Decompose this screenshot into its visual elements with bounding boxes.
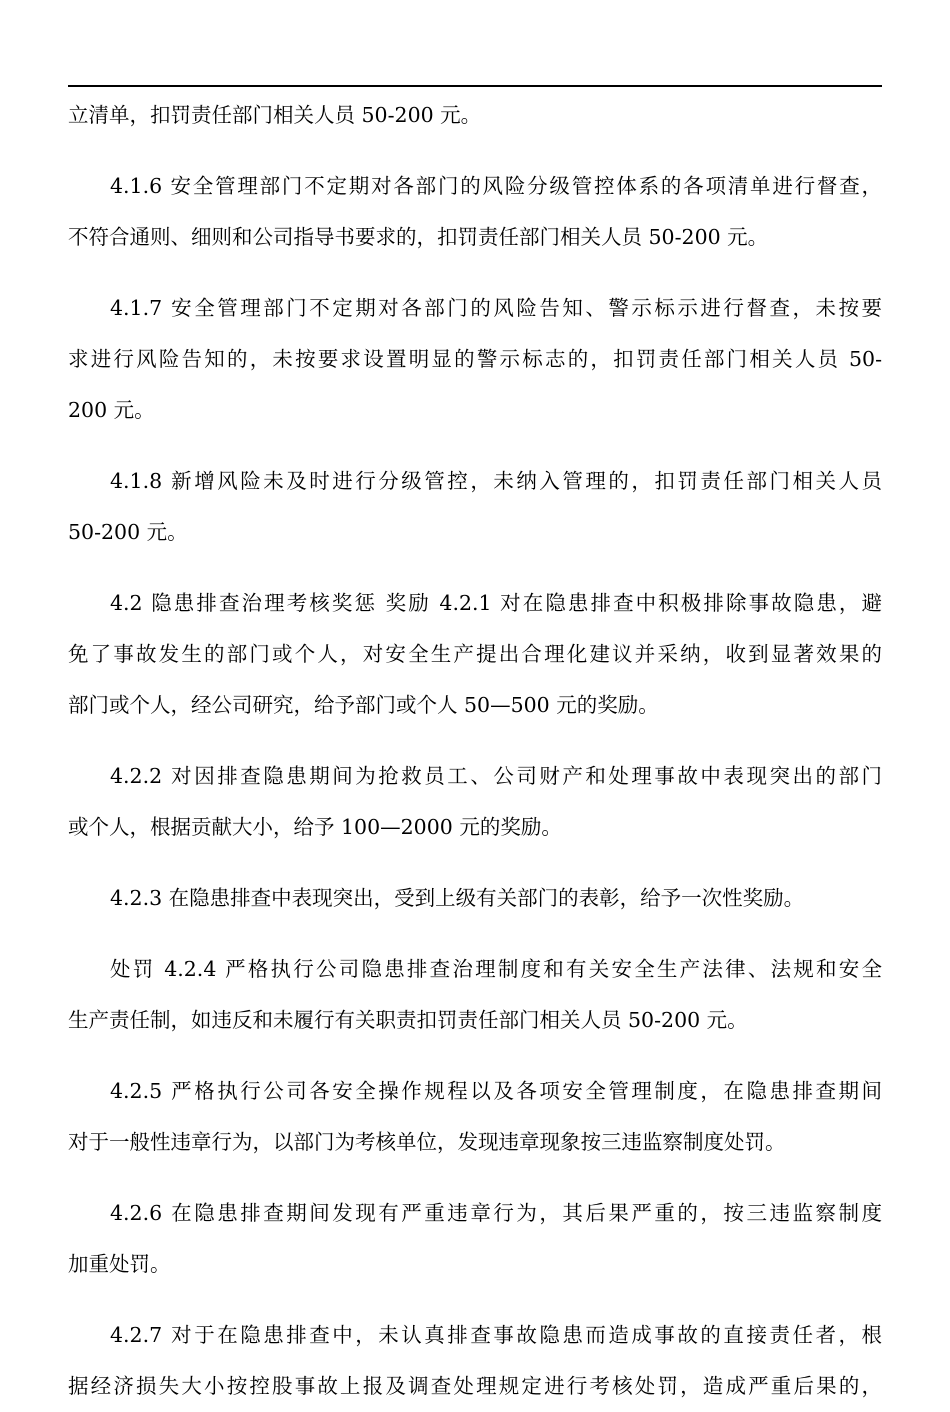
text-line: 处罚 4.2.4 严格执行公司隐患排查治理制度和有关安全生产法律、法规和安全 xyxy=(110,957,882,981)
text-line: 或个人，根据贡献大小，给予 100—2000 元的奖励。 xyxy=(68,815,562,839)
text-line: 4.2 隐患排查治理考核奖惩 奖励 4.2.1 对在隐患排查中积极排除事故隐患，避 xyxy=(110,591,882,615)
text-line: 50-200 元。 xyxy=(68,520,188,544)
text-line: 200 元。 xyxy=(68,398,155,422)
text-line: 加重处罚。 xyxy=(68,1252,171,1276)
text-line: 对于一般性违章行为，以部门为考核单位，发现违章现象按三违监察制度处罚。 xyxy=(68,1130,786,1154)
text-line: 4.2.3 在隐患排查中表现突出，受到上级有关部门的表彰，给予一次性奖励。 xyxy=(110,886,805,910)
text-line: 不符合通则、细则和公司指导书要求的，扣罚责任部门相关人员 50-200 元。 xyxy=(68,225,769,249)
text-line: 生产责任制，如违反和未履行有关职责扣罚责任部门相关人员 50-200 元。 xyxy=(68,1008,748,1032)
header-rule xyxy=(68,85,882,87)
text-line: 立清单，扣罚责任部门相关人员 50-200 元。 xyxy=(68,103,482,127)
text-line: 求进行风险告知的，未按要求设置明显的警示标志的，扣罚责任部门相关人员 50- xyxy=(68,347,882,371)
text-line: 4.2.5 严格执行公司各安全操作规程以及各项安全管理制度，在隐患排查期间 xyxy=(110,1079,882,1103)
text-line: 免了事故发生的部门或个人，对安全生产提出合理化建议并采纳，收到显著效果的 xyxy=(68,642,882,666)
text-line: 4.1.7 安全管理部门不定期对各部门的风险告知、警示标示进行督查，未按要 xyxy=(110,296,882,320)
text-line: 4.2.2 对因排查隐患期间为抢救员工、公司财产和处理事故中表现突出的部门 xyxy=(110,764,882,788)
text-line: 4.2.7 对于在隐患排查中，未认真排查事故隐患而造成事故的直接责任者，根 xyxy=(110,1323,882,1347)
text-line: 部门或个人，经公司研究，给予部门或个人 50—500 元的奖励。 xyxy=(68,693,659,717)
text-line: 4.1.8 新增风险未及时进行分级管控，未纳入管理的，扣罚责任部门相关人员 xyxy=(110,469,882,493)
text-line: 4.1.6 安全管理部门不定期对各部门的风险分级管控体系的各项清单进行督查， xyxy=(110,174,882,198)
text-line: 据经济损失大小按控股事故上报及调查处理规定进行考核处罚，造成严重后果的， xyxy=(68,1374,882,1398)
document-body xyxy=(68,90,882,1412)
text-line: 4.2.6 在隐患排查期间发现有严重违章行为，其后果严重的，按三违监察制度 xyxy=(110,1201,882,1225)
